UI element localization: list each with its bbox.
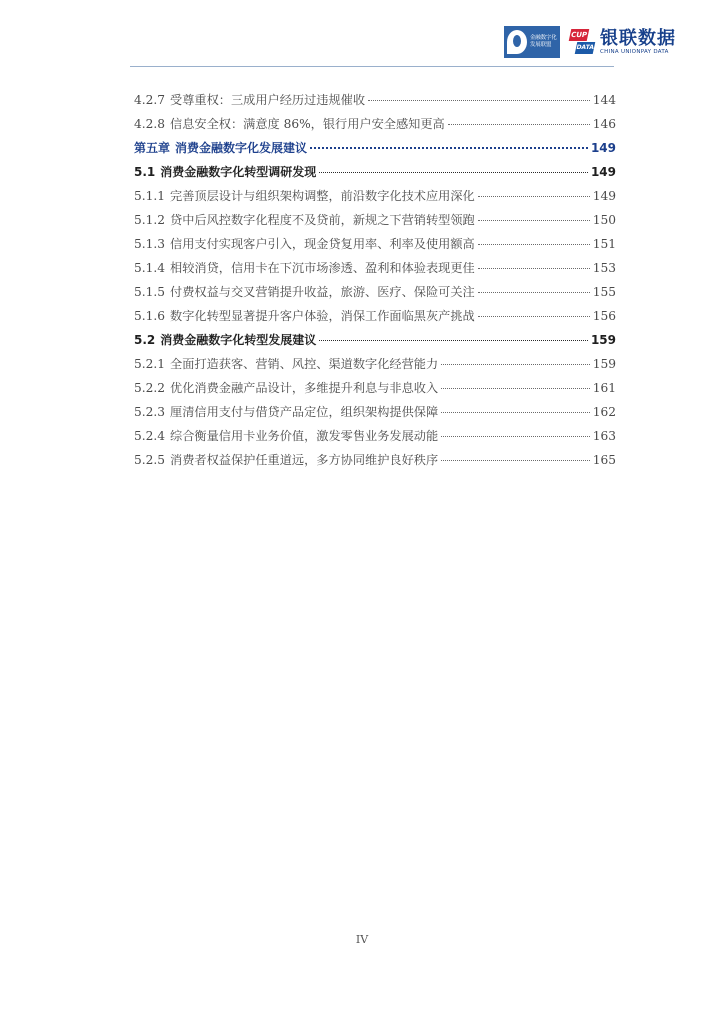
toc-entry[interactable] — [134, 259, 616, 283]
toc-entry-title: 消费金融数字化转型发展建议 — [160, 333, 317, 347]
toc-entry[interactable] — [134, 115, 616, 139]
toc-entry-title: 付费权益与交叉营销提升收益，旅游、医疗、保险可关注 — [170, 285, 475, 299]
toc-entry-page: 149 — [590, 165, 616, 179]
toc-dot-leader — [310, 147, 588, 149]
toc-entry[interactable] — [134, 139, 616, 163]
toc-entry[interactable] — [134, 403, 616, 427]
toc-entry-page: 155 — [592, 285, 616, 299]
toc-entry-title: 厘清信用支付与借贷产品定位，组织架构提供保障 — [170, 405, 439, 419]
toc-entry-title: 信用支付实现客户引入，现金贷复用率、利率及使用额高 — [170, 237, 475, 251]
data-mark-label: DATA — [575, 42, 596, 54]
alliance-logo — [504, 26, 560, 58]
toc-entry-title: 消费金融数字化发展建议 — [175, 141, 308, 155]
toc-entry-title: 全面打造获客、营销、风控、渠道数字化经营能力 — [170, 357, 439, 371]
toc-entry[interactable] — [134, 355, 616, 379]
toc-entry-number: 5.2.5 — [134, 453, 166, 467]
toc-dot-leader — [448, 124, 590, 125]
alliance-logo-mark-icon — [507, 30, 527, 54]
toc-entry-title: 消费金融数字化转型调研发现 — [160, 165, 317, 179]
toc-entry-number: 4.2.8 — [134, 117, 166, 131]
toc-entry-page: 146 — [592, 117, 616, 131]
toc-entry-title: 相较消贷，信用卡在下沉市场渗透、盈利和体验表现更佳 — [170, 261, 475, 275]
unionpay-data-wordmark — [600, 29, 676, 56]
toc-entry-number: 5.1.1 — [134, 189, 166, 203]
toc-entry-title: 受尊重权：三成用户经历过违规催收 — [170, 93, 366, 107]
toc-entry-page: 163 — [592, 429, 616, 443]
toc-entry[interactable] — [134, 379, 616, 403]
toc-entry-number: 4.2.7 — [134, 93, 166, 107]
toc-entry-number: 第五章 — [134, 141, 171, 155]
toc-entry-page: 150 — [592, 213, 616, 227]
toc-entry[interactable] — [134, 91, 616, 115]
toc-entry-number: 5.2.4 — [134, 429, 166, 443]
toc-entry-title: 数字化转型显著提升客户体验，消保工作面临黑灰产挑战 — [170, 309, 475, 323]
toc-entry-number: 5.2.3 — [134, 405, 166, 419]
toc-dot-leader — [478, 196, 590, 197]
page-number: IV — [355, 933, 369, 946]
toc-entry[interactable] — [134, 235, 616, 259]
toc-entry[interactable] — [134, 283, 616, 307]
toc-entry-page: 156 — [592, 309, 616, 323]
toc-entry-number: 5.1 — [134, 165, 156, 179]
toc-dot-leader — [441, 364, 590, 365]
cup-data-mark-icon — [570, 29, 596, 55]
unionpay-data-english: CHINA UNIONPAY DATA — [600, 48, 669, 55]
toc-entry-page: 159 — [592, 357, 616, 371]
cup-mark-label: CUP — [570, 31, 588, 39]
toc-entry-number: 5.2.1 — [134, 357, 166, 371]
toc-dot-leader — [368, 100, 590, 101]
toc-entry-page: 144 — [592, 93, 616, 107]
toc-dot-leader — [441, 436, 590, 437]
toc-dot-leader — [441, 460, 590, 461]
toc-entry[interactable] — [134, 307, 616, 331]
header-logos — [504, 26, 676, 58]
toc-entry-page: 149 — [590, 141, 616, 155]
toc-entry-number: 5.1.2 — [134, 213, 166, 227]
unionpay-data-logo — [570, 29, 676, 56]
toc-entry-number: 5.1.4 — [134, 261, 166, 275]
toc-dot-leader — [478, 244, 590, 245]
toc-entry-title: 优化消费金融产品设计，多维提升利息与非息收入 — [170, 381, 439, 395]
toc-dot-leader — [319, 172, 588, 173]
toc-entry[interactable] — [134, 331, 616, 355]
toc-dot-leader — [441, 412, 590, 413]
toc-entry-number: 5.1.6 — [134, 309, 166, 323]
alliance-logo-line-2: 发展联盟 — [530, 42, 552, 48]
toc-entry-page: 162 — [592, 405, 616, 419]
toc-entry-title: 完善顶层设计与组织架构调整，前沿数字化技术应用深化 — [170, 189, 475, 203]
header-divider — [130, 66, 614, 67]
toc-dot-leader — [441, 388, 590, 389]
toc-dot-leader — [478, 268, 590, 269]
toc-entry-page: 153 — [592, 261, 616, 275]
toc-entry-number: 5.2 — [134, 333, 156, 347]
toc-dot-leader — [478, 220, 590, 221]
toc-entry-title: 消费者权益保护任重道远，多方协同维护良好秩序 — [170, 453, 439, 467]
toc-entry-page: 149 — [592, 189, 616, 203]
toc-entry-page: 165 — [592, 453, 616, 467]
toc-dot-leader — [319, 340, 588, 341]
toc-entry[interactable] — [134, 427, 616, 451]
toc-entry-number: 5.1.5 — [134, 285, 166, 299]
alliance-logo-line-1: 金融数字化 — [530, 35, 557, 41]
toc-entry-title: 贷中后风控数字化程度不及贷前，新规之下营销转型领跑 — [170, 213, 475, 227]
unionpay-data-name: 银联数据 — [600, 27, 676, 49]
toc-entry[interactable] — [134, 451, 616, 475]
toc-entry-title: 信息安全权：满意度 86%，银行用户安全感知更高 — [170, 117, 445, 131]
toc-entry-page: 159 — [590, 333, 616, 347]
toc-dot-leader — [478, 316, 590, 317]
toc-entry-page: 161 — [592, 381, 616, 395]
toc-entry[interactable] — [134, 163, 616, 187]
toc-entry-number: 5.2.2 — [134, 381, 166, 395]
alliance-logo-text — [530, 35, 557, 49]
toc-dot-leader — [478, 292, 590, 293]
toc-entry[interactable] — [134, 211, 616, 235]
table-of-contents — [134, 91, 616, 475]
toc-entry-title: 综合衡量信用卡业务价值，激发零售业务发展动能 — [170, 429, 439, 443]
toc-entry-page: 151 — [592, 237, 616, 251]
toc-entry-number: 5.1.3 — [134, 237, 166, 251]
toc-entry[interactable] — [134, 187, 616, 211]
